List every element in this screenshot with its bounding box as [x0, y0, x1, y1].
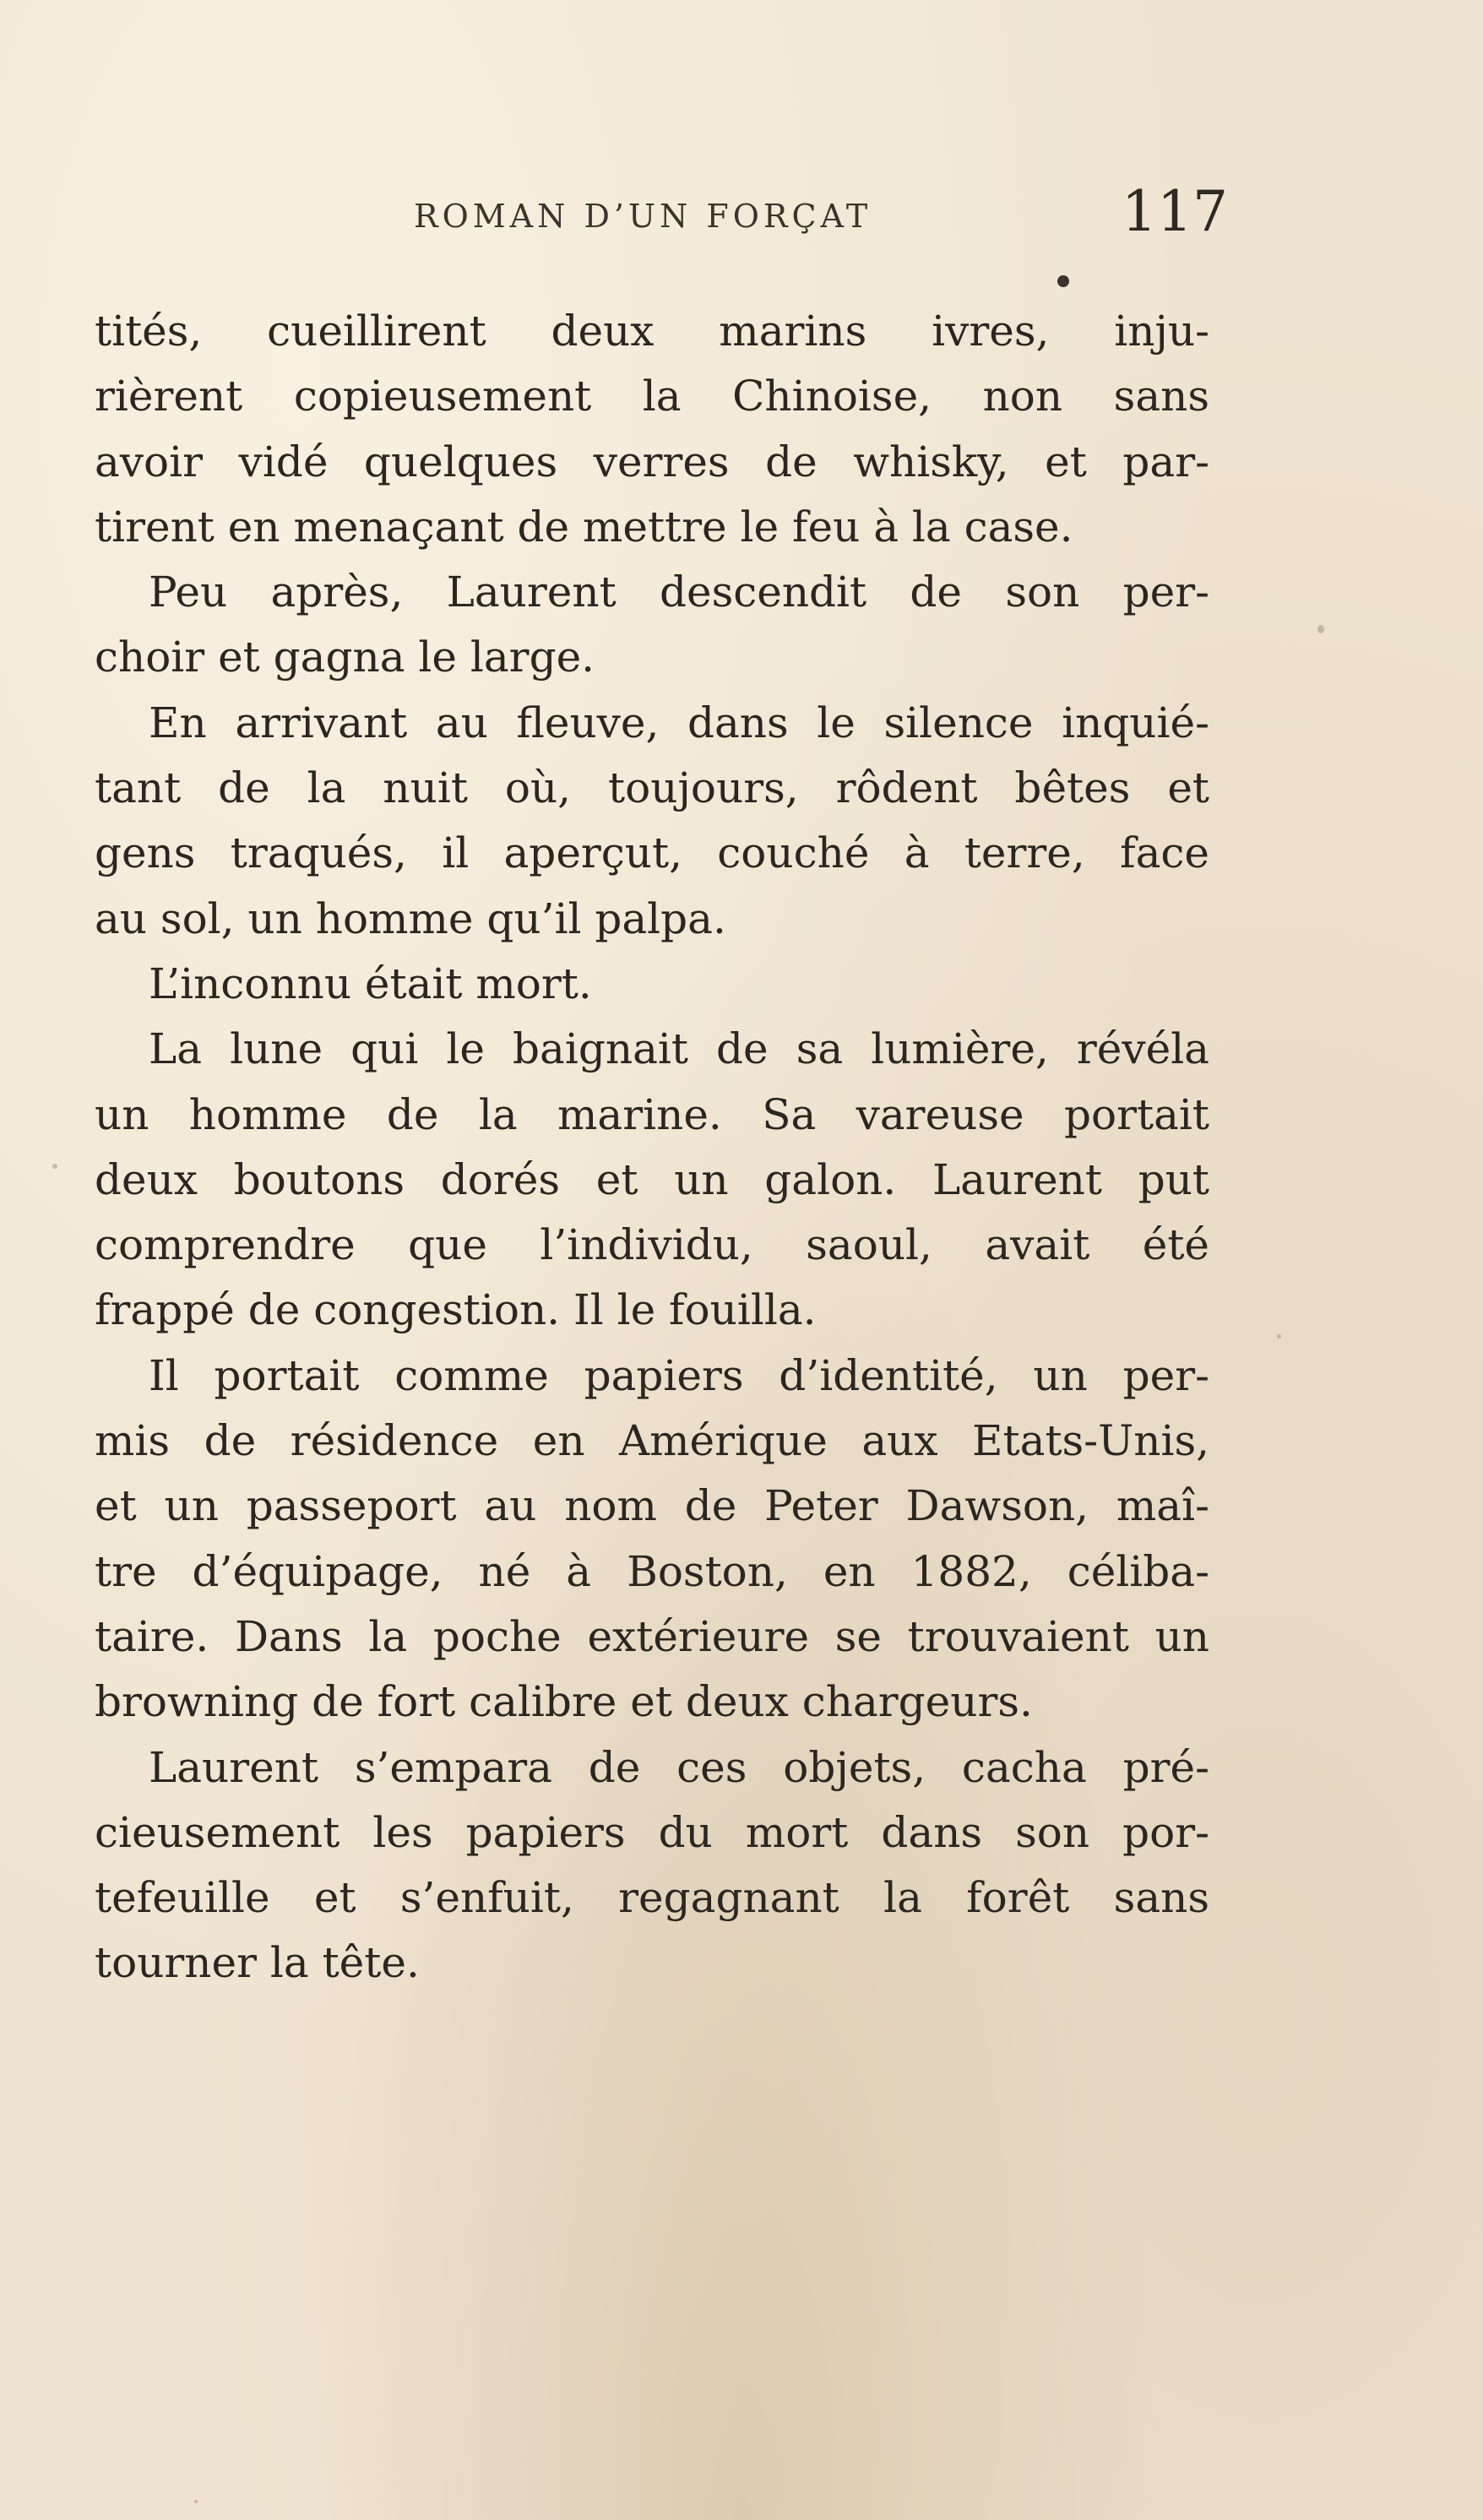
- running-header: [0, 179, 1483, 255]
- paper-speck: [1317, 625, 1324, 633]
- paragraph-start: L’inconnu était mort.: [149, 959, 592, 1008]
- paragraph-start: Il portait comme papiers d’identité, un per-: [149, 1350, 1209, 1400]
- paper-speck: [194, 2500, 198, 2503]
- text-line: et un passeport au nom de Peter Dawson, maî-: [95, 1481, 1209, 1531]
- text-line: taire. Dans la poche extérieure se trouvaient un: [95, 1611, 1209, 1661]
- text-line: deux boutons dorés et un galon. Laurent put: [95, 1154, 1209, 1204]
- text-line: mis de résidence en Amérique aux Etats-Unis,: [95, 1416, 1209, 1466]
- text-line: cieusement les papiers du mort dans son por-: [95, 1807, 1209, 1857]
- running-title: ROMAN D’UN FORÇAT: [414, 198, 872, 235]
- text-line: un homme de la marine. Sa vareuse portait: [95, 1089, 1209, 1139]
- paragraph-start: En arrivant au fleuve, dans le silence inquié-: [149, 698, 1209, 747]
- page-number: 117: [1122, 179, 1228, 244]
- text-line: choir et gagna le large.: [95, 633, 595, 682]
- text-line: tourner la tête.: [95, 1938, 420, 1988]
- text-line: frappé de congestion. Il le fouilla.: [95, 1285, 817, 1335]
- paragraph-start: Peu après, Laurent descendit de son per-: [149, 568, 1209, 617]
- text-line: comprendre que l’individu, saoul, avait été: [95, 1220, 1209, 1270]
- text-line: tant de la nuit où, toujours, rôdent bêtes et: [95, 763, 1209, 813]
- paragraph-start: La lune qui le baignait de sa lumière, révéla: [149, 1024, 1209, 1074]
- text-line: au sol, un homme qu’il palpa.: [95, 893, 726, 943]
- paper-speck: [1277, 1334, 1281, 1339]
- paragraph-start: Laurent s’empara de ces objets, cacha pré-: [149, 1742, 1209, 1792]
- text-line: tirent en menaçant de mettre le feu à la case.: [95, 502, 1073, 551]
- paper-speck: [52, 1164, 57, 1169]
- text-line: gens traqués, il aperçut, couché à terre, face: [95, 828, 1209, 878]
- text-line: tités, cueillirent deux marins ivres, inju-: [95, 307, 1209, 356]
- body-text: [95, 299, 1209, 1996]
- text-line: avoir vidé quelques verres de whisky, et par-: [95, 437, 1209, 486]
- text-line: tre d’équipage, né à Boston, en 1882, céliba-: [95, 1546, 1209, 1596]
- ornament-dot: [1057, 275, 1069, 287]
- text-line: rièrent copieusement la Chinoise, non sans: [95, 372, 1209, 421]
- text-line: browning de fort calibre et deux chargeurs.: [95, 1677, 1033, 1727]
- text-line: tefeuille et s’enfuit, regagnant la forêt sans: [95, 1873, 1209, 1923]
